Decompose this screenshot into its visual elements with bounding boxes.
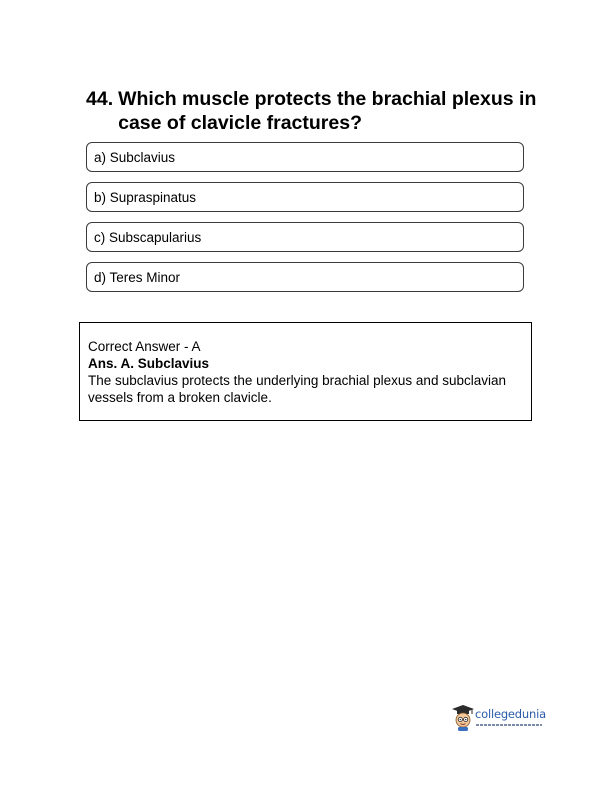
mascot-graduate-icon <box>451 704 475 732</box>
option-a[interactable]: a) Subclavius <box>86 142 524 172</box>
correct-answer-line: Correct Answer - A <box>88 339 201 354</box>
question-heading <box>86 87 556 135</box>
logo-tagline <box>476 724 542 726</box>
option-d[interactable]: d) Teres Minor <box>86 262 524 292</box>
collegedunia-logo <box>451 703 546 735</box>
option-b[interactable]: b) Supraspinatus <box>86 182 524 212</box>
answer-title: Ans. A. Subclavius <box>88 356 210 371</box>
logo-brand-text: collegedunia <box>475 707 546 721</box>
answer-explanation: The subclavius protects the underlying brachial plexus and subclavian vessels from a broken clavicle. <box>88 373 506 405</box>
question-number: 44. <box>86 88 114 110</box>
answer-box <box>79 322 532 421</box>
option-c[interactable]: c) Subscapularius <box>86 222 524 252</box>
question-text: Which muscle protects the brachial plexus in case of clavicle fractures? <box>118 88 537 134</box>
